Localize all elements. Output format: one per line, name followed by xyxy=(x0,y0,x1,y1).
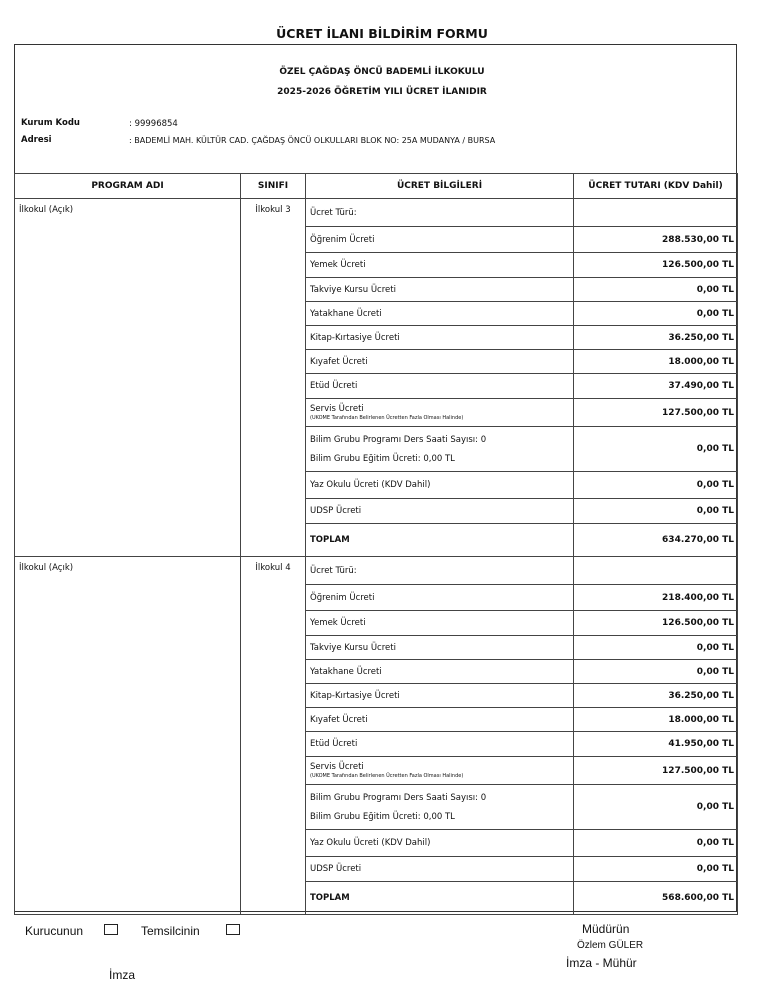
fee-table xyxy=(14,173,738,915)
fee-label: Takviye Kursu Ücreti xyxy=(306,278,574,302)
fee-amount: 36.250,00 TL xyxy=(574,326,738,350)
service-fee-amount: 127.500,00 TL xyxy=(574,757,738,785)
fee-label: Yatakhane Ücreti xyxy=(306,302,574,326)
science-group-amount: 0,00 TL xyxy=(574,427,738,472)
program-name: İlkokul (Açık) xyxy=(15,557,241,915)
institution-code-label: Kurum Kodu xyxy=(21,118,80,128)
service-fee-cell xyxy=(306,399,574,427)
fee-type-amount xyxy=(574,557,738,585)
principal-name: Özlem GÜLER xyxy=(577,940,644,951)
fee-amount: 18.000,00 TL xyxy=(574,708,738,732)
science-group-fee: Bilim Grubu Eğitim Ücreti: 0,00 TL xyxy=(310,811,455,822)
summer-school-amount: 0,00 TL xyxy=(574,472,738,499)
service-fee-label: Servis Ücreti xyxy=(310,404,364,414)
fee-amount: 0,00 TL xyxy=(574,278,738,302)
fee-type-label: Ücret Türü: xyxy=(306,199,574,227)
fee-type-label: Ücret Türü: xyxy=(306,557,574,585)
fee-row xyxy=(15,557,738,585)
address-label: Adresi xyxy=(21,135,52,145)
service-fee-note: (UKOME Tarafından Belirlenen Ücretten Fazla Olması Halinde) xyxy=(310,773,464,779)
fee-type-amount xyxy=(574,199,738,227)
fee-amount: 126.500,00 TL xyxy=(574,253,738,278)
total-label: TOPLAM xyxy=(306,524,574,557)
fee-label: Etüd Ücreti xyxy=(306,374,574,399)
representative-label: Temsilcinin xyxy=(141,924,200,938)
fee-amount: 288.530,00 TL xyxy=(574,227,738,253)
udsp-label: UDSP Ücreti xyxy=(306,857,574,882)
science-group-amount: 0,00 TL xyxy=(574,785,738,830)
representative-checkbox[interactable] xyxy=(226,924,240,935)
header-program: PROGRAM ADI xyxy=(15,174,241,199)
fee-label: Kıyafet Ücreti xyxy=(306,708,574,732)
summer-school-amount: 0,00 TL xyxy=(574,830,738,857)
announcement-title: 2025-2026 ÖĞRETİM YILI ÜCRET İLANIDIR xyxy=(277,87,487,97)
fee-amount: 41.950,00 TL xyxy=(574,732,738,757)
science-group-fee: Bilim Grubu Eğitim Ücreti: 0,00 TL xyxy=(310,453,455,464)
science-group-cell xyxy=(306,427,574,472)
summer-school-label: Yaz Okulu Ücreti (KDV Dahil) xyxy=(306,472,574,499)
udsp-amount: 0,00 TL xyxy=(574,857,738,882)
institution-code-value: : 99996854 xyxy=(129,119,178,129)
service-fee-cell xyxy=(306,757,574,785)
fee-label: Öğrenim Ücreti xyxy=(306,585,574,611)
total-amount: 634.270,00 TL xyxy=(574,524,738,557)
science-group-cell xyxy=(306,785,574,830)
service-fee-label: Servis Ücreti xyxy=(310,762,364,772)
udsp-amount: 0,00 TL xyxy=(574,499,738,524)
fee-label: Öğrenim Ücreti xyxy=(306,227,574,253)
total-label: TOPLAM xyxy=(306,882,574,915)
fee-amount: 18.000,00 TL xyxy=(574,350,738,374)
fee-label: Kitap-Kırtasiye Ücreti xyxy=(306,326,574,350)
program-name: İlkokul (Açık) xyxy=(15,199,241,557)
fee-amount: 37.490,00 TL xyxy=(574,374,738,399)
fee-amount: 126.500,00 TL xyxy=(574,611,738,636)
address-value: : BADEMLİ MAH. KÜLTÜR CAD. ÇAĞDAŞ ÖNCÜ OLKULLARI BLOK NO: 25A MUDANYA / BURSA xyxy=(129,136,496,145)
header-class: SINIFI xyxy=(241,174,306,199)
fee-label: Kitap-Kırtasiye Ücreti xyxy=(306,684,574,708)
founder-label: Kurucunun xyxy=(25,924,84,938)
principal-label: Müdürün xyxy=(582,922,630,936)
fee-amount: 0,00 TL xyxy=(574,660,738,684)
founder-checkbox[interactable] xyxy=(104,924,118,935)
fee-label: Yemek Ücreti xyxy=(306,611,574,636)
fee-amount: 0,00 TL xyxy=(574,636,738,660)
fee-label: Etüd Ücreti xyxy=(306,732,574,757)
header-fee-info: ÜCRET BİLGİLERİ xyxy=(306,174,574,199)
udsp-label: UDSP Ücreti xyxy=(306,499,574,524)
form-title: ÜCRET İLANI BİLDİRİM FORMU xyxy=(276,26,488,41)
service-fee-note: (UKOME Tarafından Belirlenen Ücretten Fazla Olması Halinde) xyxy=(310,415,464,421)
science-group-hours: Bilim Grubu Programı Ders Saati Sayısı: 0 xyxy=(310,434,487,445)
fee-label: Yatakhane Ücreti xyxy=(306,660,574,684)
service-fee-amount: 127.500,00 TL xyxy=(574,399,738,427)
class-name: İlkokul 4 xyxy=(241,557,306,915)
school-name: ÖZEL ÇAĞDAŞ ÖNCÜ BADEMLİ İLKOKULU xyxy=(279,67,485,77)
fee-row xyxy=(15,199,738,227)
summer-school-label: Yaz Okulu Ücreti (KDV Dahil) xyxy=(306,830,574,857)
total-amount: 568.600,00 TL xyxy=(574,882,738,915)
science-group-hours: Bilim Grubu Programı Ders Saati Sayısı: 0 xyxy=(310,792,487,803)
fee-amount: 36.250,00 TL xyxy=(574,684,738,708)
fee-label: Takviye Kursu Ücreti xyxy=(306,636,574,660)
signature-label: İmza xyxy=(109,968,136,982)
signature-seal-label: İmza - Mühür xyxy=(566,956,637,970)
table-header-row xyxy=(15,174,738,199)
fee-amount: 218.400,00 TL xyxy=(574,585,738,611)
class-name: İlkokul 3 xyxy=(241,199,306,557)
fee-amount: 0,00 TL xyxy=(574,302,738,326)
fee-label: Yemek Ücreti xyxy=(306,253,574,278)
header-fee-amount: ÜCRET TUTARI (KDV Dahil) xyxy=(574,174,738,199)
fee-label: Kıyafet Ücreti xyxy=(306,350,574,374)
